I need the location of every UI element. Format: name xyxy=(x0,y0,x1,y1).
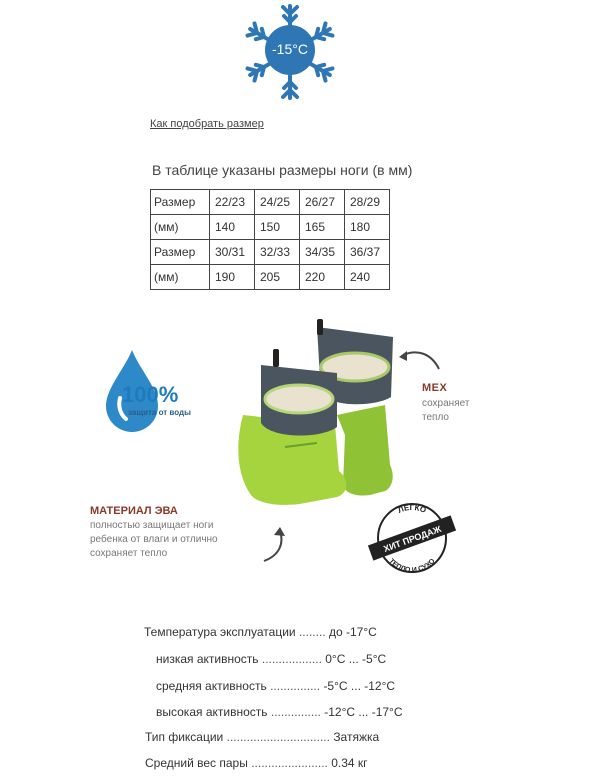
spec-row xyxy=(156,679,395,693)
table-row xyxy=(151,265,390,290)
spec-row xyxy=(145,756,368,770)
spec-row xyxy=(156,652,386,666)
eva-description: полностью защищает ноги xyxy=(90,520,214,531)
eva-description: сохраняет тепло xyxy=(90,548,168,559)
spec-label: высокая активность xyxy=(156,705,268,719)
spec-dots: ............... xyxy=(270,679,321,693)
fur-title: МЕХ xyxy=(422,382,448,394)
table-cell: 165 xyxy=(300,215,345,240)
table-cell: 140 xyxy=(210,215,255,240)
table-cell: 34/35 xyxy=(300,240,345,265)
spec-label: Тип фиксации xyxy=(145,730,224,744)
table-cell: 32/33 xyxy=(255,240,300,265)
table-cell: 36/37 xyxy=(345,240,390,265)
spec-label: низкая активность xyxy=(156,652,259,666)
stamp-top-text: ЛЕГКО xyxy=(396,502,428,515)
size-guide-link[interactable]: Как подобрать размер xyxy=(150,118,264,130)
spec-value: 0°С ... -5°С xyxy=(325,652,387,666)
spec-dots: ....................... xyxy=(251,756,328,770)
eva-title: МАТЕРИАЛ ЭВА xyxy=(90,505,178,517)
stamp-badge xyxy=(366,498,458,578)
temperature-badge: -15°C xyxy=(272,41,308,57)
boots-image xyxy=(225,315,415,515)
fur-description: тепло xyxy=(422,412,449,423)
table-cell: 220 xyxy=(300,265,345,290)
spec-value: 0.34 кг xyxy=(331,756,368,770)
table-caption: В таблице указаны размеры ноги (в мм) xyxy=(152,162,413,178)
size-table xyxy=(150,189,390,290)
table-cell: 26/27 xyxy=(300,190,345,215)
table-cell: 24/25 xyxy=(255,190,300,215)
table-cell: 240 xyxy=(345,265,390,290)
water-percent: 100% xyxy=(122,382,179,407)
table-cell: Размер xyxy=(151,240,210,265)
table-cell: 30/31 xyxy=(210,240,255,265)
table-cell: 180 xyxy=(345,215,390,240)
table-cell: (мм) xyxy=(151,215,210,240)
spec-dots: ............................... xyxy=(226,730,330,744)
spec-value: -12°С ... -17°С xyxy=(324,705,403,719)
spec-label: Средний вес пары xyxy=(145,756,248,770)
spec-row xyxy=(156,705,403,719)
spec-dots: .................. xyxy=(261,652,322,666)
table-row xyxy=(151,215,390,240)
stamp-bottom-text: ТЕПЛО И СУХО xyxy=(387,557,437,575)
table-cell: 22/23 xyxy=(210,190,255,215)
spec-value: до -17°С xyxy=(328,625,377,639)
spec-value: -5°С ... -12°С xyxy=(323,679,396,693)
table-row xyxy=(151,190,390,215)
spec-row xyxy=(145,730,379,744)
spec-dots: ........ xyxy=(298,625,326,639)
table-cell: 205 xyxy=(255,265,300,290)
svg-text:ТЕПЛО И СУХО xyxy=(387,557,437,574)
table-cell: Размер xyxy=(151,190,210,215)
water-protection-label: защита от воды xyxy=(128,408,191,417)
arrow-icon xyxy=(258,525,288,565)
table-row xyxy=(151,240,390,265)
table-cell: (мм) xyxy=(151,265,210,290)
spec-value: Затяжка xyxy=(333,730,380,744)
table-cell: 28/29 xyxy=(345,190,390,215)
spec-row xyxy=(144,625,377,639)
table-cell: 150 xyxy=(255,215,300,240)
arrow-icon xyxy=(395,345,445,375)
fur-description: сохраняет xyxy=(422,398,470,409)
stamp-main-text: ХИТ ПРОДАЖ xyxy=(382,523,443,555)
svg-text:ЛЕГКО xyxy=(397,503,428,515)
spec-label: Температура эксплуатации xyxy=(144,625,296,639)
spec-label: средняя активность xyxy=(156,679,267,693)
spec-dots: ............... xyxy=(270,705,321,719)
eva-description: ребенка от влаги и отлично xyxy=(90,534,218,545)
table-cell: 190 xyxy=(210,265,255,290)
